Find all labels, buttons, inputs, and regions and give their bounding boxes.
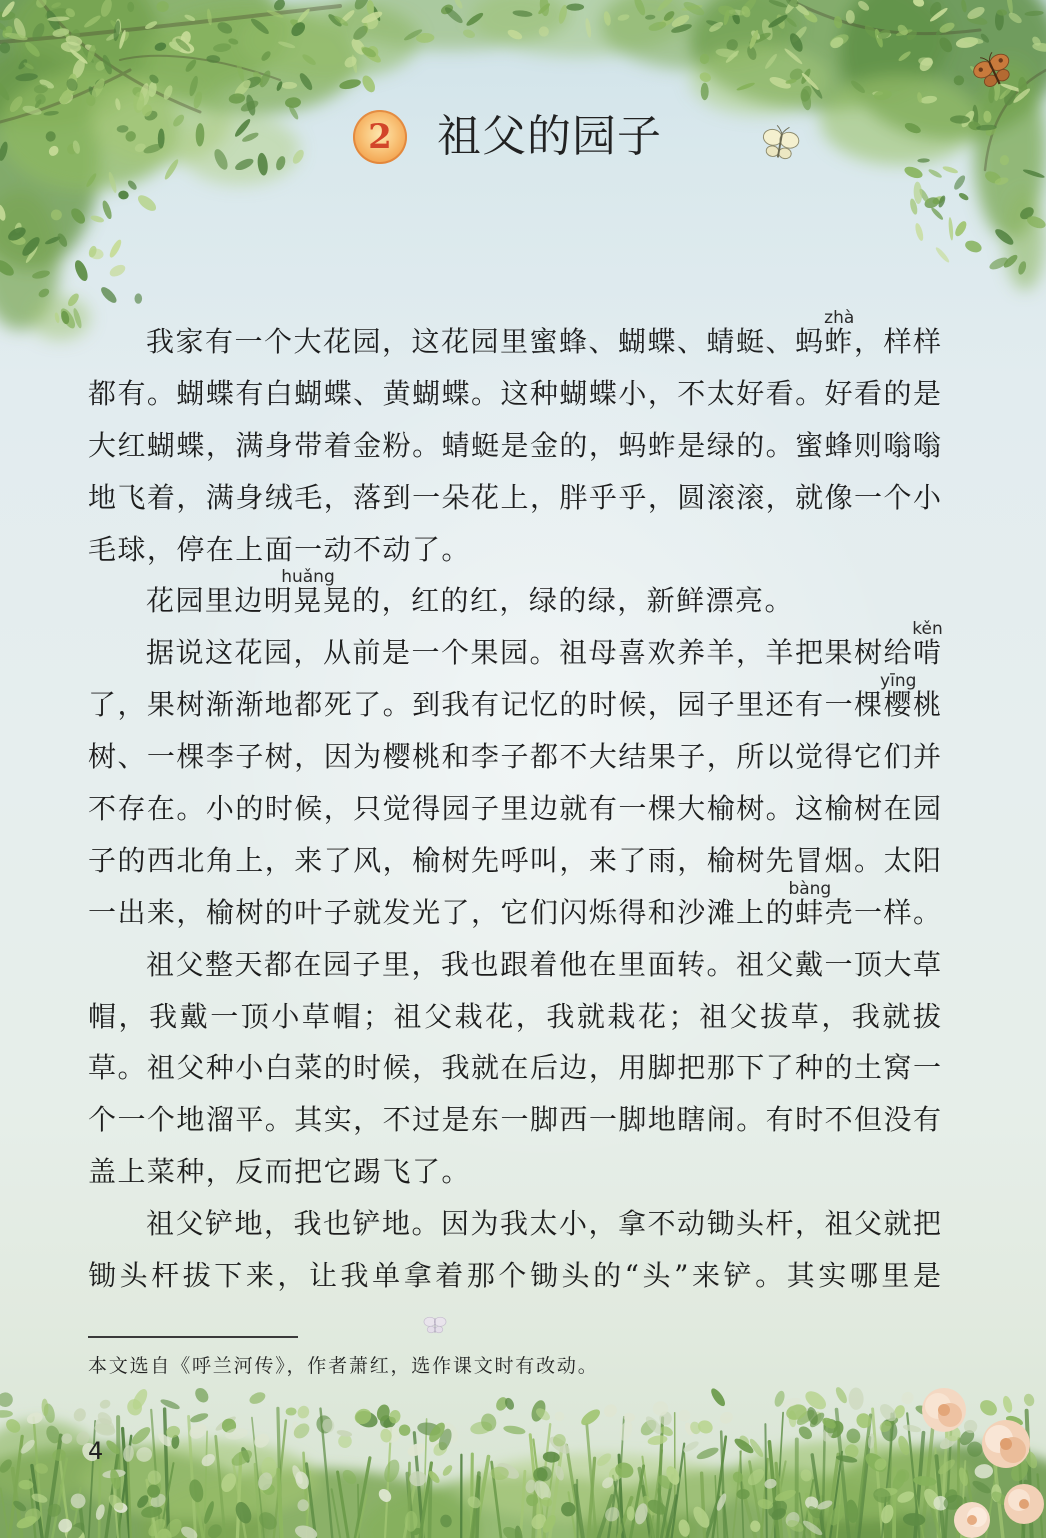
text-segment: 我家有一个大花园，这花园里蜜蜂、蝴蝶、蜻蜓、蚂 <box>146 325 825 358</box>
rose-flower <box>954 1502 990 1538</box>
text-segment: 了，果树渐渐地都死了。到我有记忆的时候，园子里还有一棵 <box>88 688 884 722</box>
text-segment: 大红蝴蝶，满身带着金粉。蜻蜓是金的，蚂蚱是绿的。蜜蜂则嗡嗡 <box>88 428 942 462</box>
butterfly-icon <box>972 50 1016 94</box>
text-line <box>146 939 942 991</box>
annotated-char-text: 蚌 <box>795 895 825 929</box>
text-segment: 锄头杆拔下来，让我单拿着那个锄头的“头”来铲。其实哪里是 <box>88 1259 942 1293</box>
text-segment: 盖上菜种，反而把它踢飞了。 <box>88 1155 471 1189</box>
text-segment: 草。祖父种小白菜的时候，我就在后边，用脚把那下了种的土窝一 <box>88 1051 942 1085</box>
text-segment: ，样样 <box>853 325 942 358</box>
lesson-text <box>0 308 1046 1302</box>
text-line <box>146 619 943 679</box>
rose-flower <box>922 1388 966 1432</box>
annotated-character <box>880 671 917 722</box>
text-segment: 帽，我戴一顶小草帽；祖父栽花，我就栽花；祖父拔草，我就拔 <box>88 999 942 1033</box>
text-segment: 桃 <box>912 688 942 722</box>
lesson-number: 2 <box>368 117 392 157</box>
text-segment: 晃的，红的红，绿的绿，新鲜漂亮。 <box>322 584 794 618</box>
text-line <box>88 991 942 1043</box>
text-segment: 一出来，榆树的叶子就发光了，它们闪烁得和沙滩上的 <box>88 895 796 929</box>
paragraph-2 <box>0 567 1046 627</box>
text-line <box>88 1094 942 1146</box>
text-line <box>88 878 942 939</box>
rose-flower <box>1004 1484 1044 1524</box>
text-line <box>88 731 942 783</box>
pinyin-annotation: kěn <box>912 619 943 640</box>
lesson-heading <box>353 106 662 168</box>
text-segment: 花园里边明 <box>146 584 294 618</box>
page-number: 4 <box>88 1437 104 1465</box>
annotated-char-text: 樱 <box>883 688 913 722</box>
paragraph-1 <box>0 308 1046 575</box>
text-line <box>88 420 942 472</box>
pinyin-annotation: yīng <box>880 671 917 692</box>
annotated-char-text: 蚱 <box>824 325 854 358</box>
annotated-character <box>281 567 335 618</box>
foliage-base <box>0 0 1046 340</box>
annotated-char-text: 晃 <box>293 584 323 618</box>
butterfly-icon <box>420 1312 450 1338</box>
text-line <box>88 1250 942 1302</box>
footnote: 本文选自《呼兰河传》，作者萧红，选作课文时有改动。 <box>88 1355 599 1377</box>
paragraph-4 <box>0 939 1046 1198</box>
text-line <box>88 472 942 524</box>
text-segment: 都有。蝴蝶有白蝴蝶、黄蝴蝶。这种蝴蝶小，不太好看。好看的是 <box>88 376 942 410</box>
annotated-character <box>912 619 943 670</box>
text-line <box>88 783 942 835</box>
text-segment: 地飞着，满身绒毛，落到一朵花上，胖乎乎，圆滚滚，就像一个小 <box>88 480 942 514</box>
pinyin-annotation: bàng <box>788 878 832 899</box>
text-line <box>88 671 942 731</box>
grass-illustration <box>0 1370 1046 1538</box>
text-segment: 据说这花园，从前是一个果园。祖母喜欢养羊，羊把果树给 <box>146 636 913 670</box>
text-segment: 树、一棵李子树，因为樱桃和李子都不大结果子，所以觉得它们并 <box>88 740 942 774</box>
footnote-divider <box>88 1336 298 1338</box>
text-line <box>88 368 942 420</box>
text-line <box>88 1146 942 1198</box>
tree-foliage-illustration <box>0 0 1046 360</box>
paragraph-3 <box>0 619 1046 938</box>
annotated-char-text: 啃 <box>912 636 942 670</box>
rose-flower <box>982 1420 1030 1468</box>
pinyin-annotation: zhà <box>824 308 855 328</box>
text-line <box>88 1042 942 1094</box>
butterfly-icon <box>758 124 802 166</box>
text-line <box>88 524 942 576</box>
lesson-title: 祖父的园子 <box>437 111 662 162</box>
text-segment: 子的西北角上，来了风，榆树先呼叫，来了雨，榆树先冒烟。太阳 <box>88 843 942 877</box>
lesson-number-badge <box>353 110 407 164</box>
text-segment: 祖父铲地，我也铲地。因为我太小，拿不动锄头杆，祖父就把 <box>146 1207 942 1241</box>
pinyin-annotation: huǎng <box>281 567 335 588</box>
annotated-character <box>788 878 832 929</box>
paragraph-5 <box>0 1198 1046 1302</box>
text-segment: 壳一样。 <box>824 895 942 929</box>
text-segment: 祖父整天都在园子里，我也跟着他在里面转。祖父戴一顶大草 <box>146 947 942 981</box>
text-segment: 毛球，停在上面一动不动了。 <box>88 532 471 566</box>
text-line <box>146 308 942 368</box>
text-segment: 不存在。小的时候，只觉得园子里边就有一棵大榆树。这榆树在园 <box>88 792 942 826</box>
text-segment: 个一个地溜平。其实，不过是东一脚西一脚地瞎闹。有时不但没有 <box>88 1103 942 1137</box>
text-line <box>146 567 942 627</box>
text-line <box>146 1198 942 1250</box>
annotated-character <box>824 308 855 358</box>
